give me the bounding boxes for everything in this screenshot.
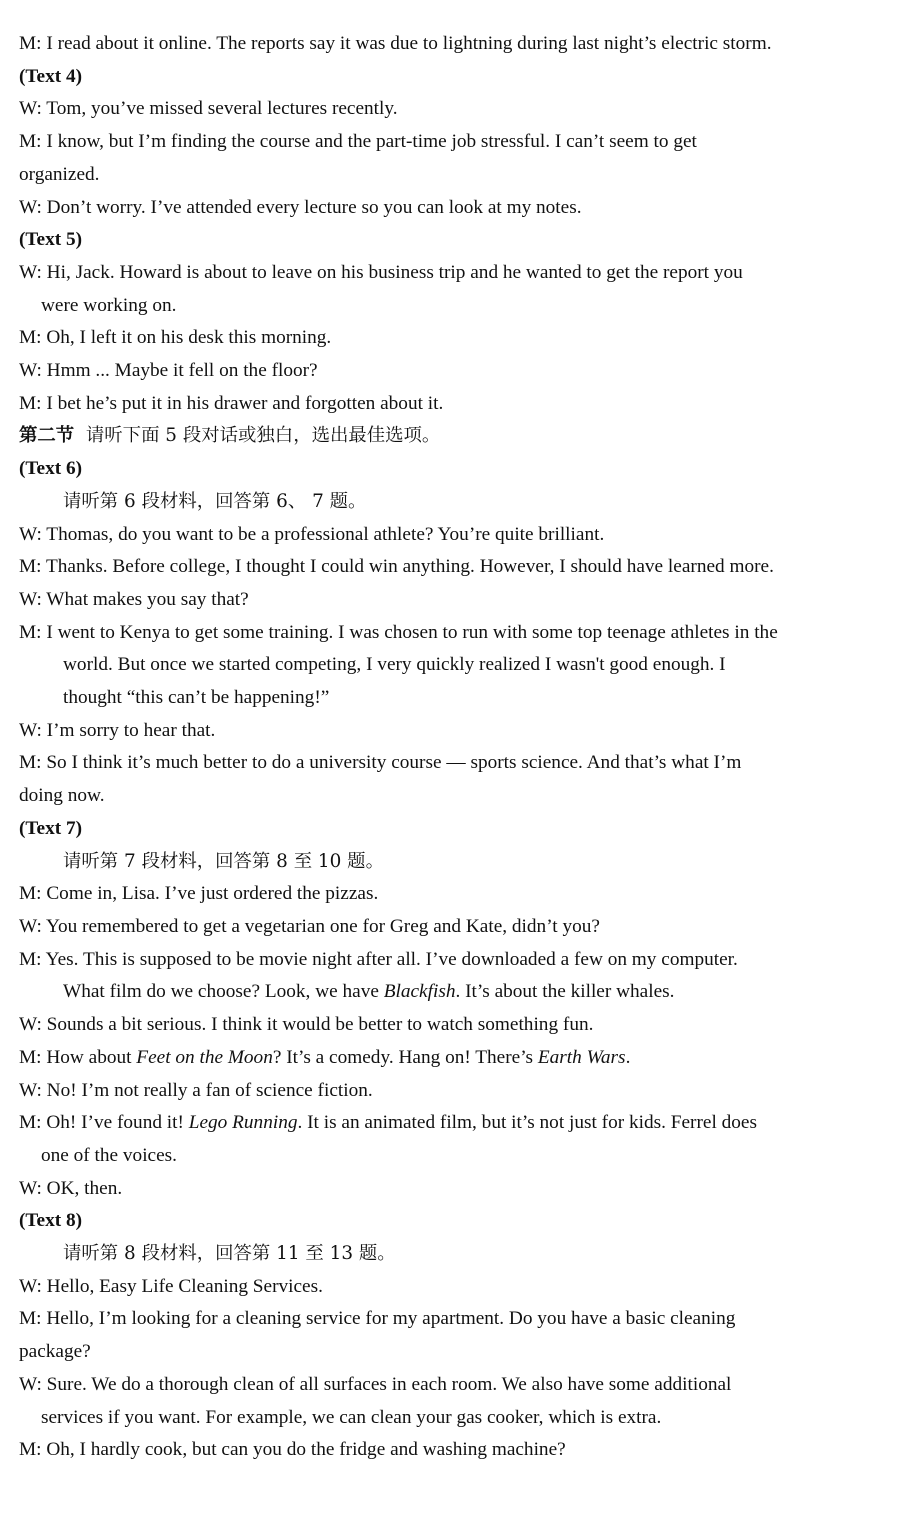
dialogue-line: W: No! I’m not really a fan of science fiction. xyxy=(19,1079,373,1101)
section-heading xyxy=(19,420,886,453)
dialogue-line: W: Don’t worry. I’ve attended every lecture so you can look at my notes. xyxy=(19,196,582,218)
line-text: What film do we choose? Look, we have xyxy=(63,981,384,1003)
dialogue-line: W: Sounds a bit serious. I think it would be better to watch something fun. xyxy=(19,1014,594,1036)
dialogue-line: W: You remembered to get a vegetarian one for Greg and Kate, didn’t you? xyxy=(19,915,600,937)
dialogue-line: M: I went to Kenya to get some training. I was chosen to run with some top teenage athletes in the xyxy=(19,621,778,643)
dialogue-line: M: Oh, I hardly cook, but can you do the fridge and washing machine? xyxy=(19,1439,566,1461)
dialogue-line: M: I read about it online. The reports say it was due to lightning during last night’s electric storm. xyxy=(19,33,772,54)
dialogue-line: W: Hello, Easy Life Cleaning Services. xyxy=(19,1275,323,1297)
dialogue-line: M: So I think it’s much better to do a university course — sports science. And that’s what I’m xyxy=(19,752,742,774)
question-instruction: 请听第 8 段材料，回答第 11 至 13 题。 xyxy=(63,1243,396,1265)
question-instruction: 请听第 7 段材料，回答第 8 至 10 题。 xyxy=(63,850,384,872)
dialogue-line: were working on. xyxy=(41,294,177,316)
dialogue-line: W: Tom, you’ve missed several lectures recently. xyxy=(19,98,398,120)
dialogue-line: W: Hi, Jack. Howard is about to leave on his business trip and he wanted to get the report you xyxy=(19,261,743,283)
line-text: . xyxy=(625,1046,631,1068)
film-title: Lego Running xyxy=(188,1112,298,1134)
dialogue-line: M: Thanks. Before college, I thought I could win anything. However, I should have learned more. xyxy=(19,556,774,578)
dialogue-line: organized. xyxy=(19,163,100,185)
dialogue-line: services if you want. For example, we can clean your gas cooker, which is extra. xyxy=(41,1406,662,1428)
film-title: Blackfish xyxy=(383,981,456,1003)
line-text: ? It’s a comedy. Hang on! There’s xyxy=(272,1046,538,1068)
dialogue-line: thought “this can’t be happening!” xyxy=(63,687,330,709)
dialogue-line: W: OK, then. xyxy=(19,1177,123,1199)
text-heading: (Text 8) xyxy=(19,1210,83,1232)
dialogue-line: W: What makes you say that? xyxy=(19,588,249,610)
film-title: Feet on the Moon xyxy=(136,1046,273,1068)
line-text: M: Oh! I’ve found it! xyxy=(19,1112,189,1134)
line-text: . It’s about the killer whales. xyxy=(455,981,675,1003)
dialogue-line: M: I know, but I’m finding the course and the part-time job stressful. I can’t seem to get xyxy=(19,131,697,153)
line-text: M: How about xyxy=(19,1046,137,1068)
dialogue-line xyxy=(19,1042,886,1075)
dialogue-line: M: I bet he’s put it in his drawer and forgotten about it. xyxy=(19,392,444,414)
dialogue-line: M: Come in, Lisa. I’ve just ordered the pizzas. xyxy=(19,883,379,905)
dialogue-line xyxy=(19,976,886,1009)
section-instruction: 请听下面 5 段对话或独白，选出最佳选项。 xyxy=(85,425,441,447)
dialogue-line: W: Sure. We do a thorough clean of all surfaces in each room. We also have some additional xyxy=(19,1373,732,1395)
dialogue-line: M: Oh, I left it on his desk this morning. xyxy=(19,327,332,349)
line-text: . It is an animated film, but it’s not just for kids. Ferrel does xyxy=(297,1112,757,1134)
text-heading: (Text 4) xyxy=(19,65,83,87)
dialogue-line: doing now. xyxy=(19,785,105,807)
dialogue-line xyxy=(19,1107,886,1140)
dialogue-line: package? xyxy=(19,1341,91,1363)
text-heading: (Text 6) xyxy=(19,458,83,480)
dialogue-line: M: Yes. This is supposed to be movie night after all. I’ve downloaded a few on my computer. xyxy=(19,948,738,970)
dialogue-line: W: Hmm ... Maybe it fell on the floor? xyxy=(19,360,318,382)
dialogue-line: world. But once we started competing, I very quickly realized I wasn't good enough. I xyxy=(63,654,726,676)
question-instruction: 请听第 6 段材料，回答第 6、 7 题。 xyxy=(63,490,367,512)
text-heading: (Text 7) xyxy=(19,817,83,839)
dialogue-line: M: Hello, I’m looking for a cleaning service for my apartment. Do you have a basic cleaning xyxy=(19,1308,736,1330)
dialogue-line: W: Thomas, do you want to be a professional athlete? You’re quite brilliant. xyxy=(19,523,605,545)
dialogue-line: W: I’m sorry to hear that. xyxy=(19,719,216,741)
text-heading: (Text 5) xyxy=(19,229,83,251)
film-title: Earth Wars xyxy=(537,1046,626,1068)
dialogue-line: one of the voices. xyxy=(41,1144,177,1166)
section-label: 第二节 xyxy=(19,425,75,447)
